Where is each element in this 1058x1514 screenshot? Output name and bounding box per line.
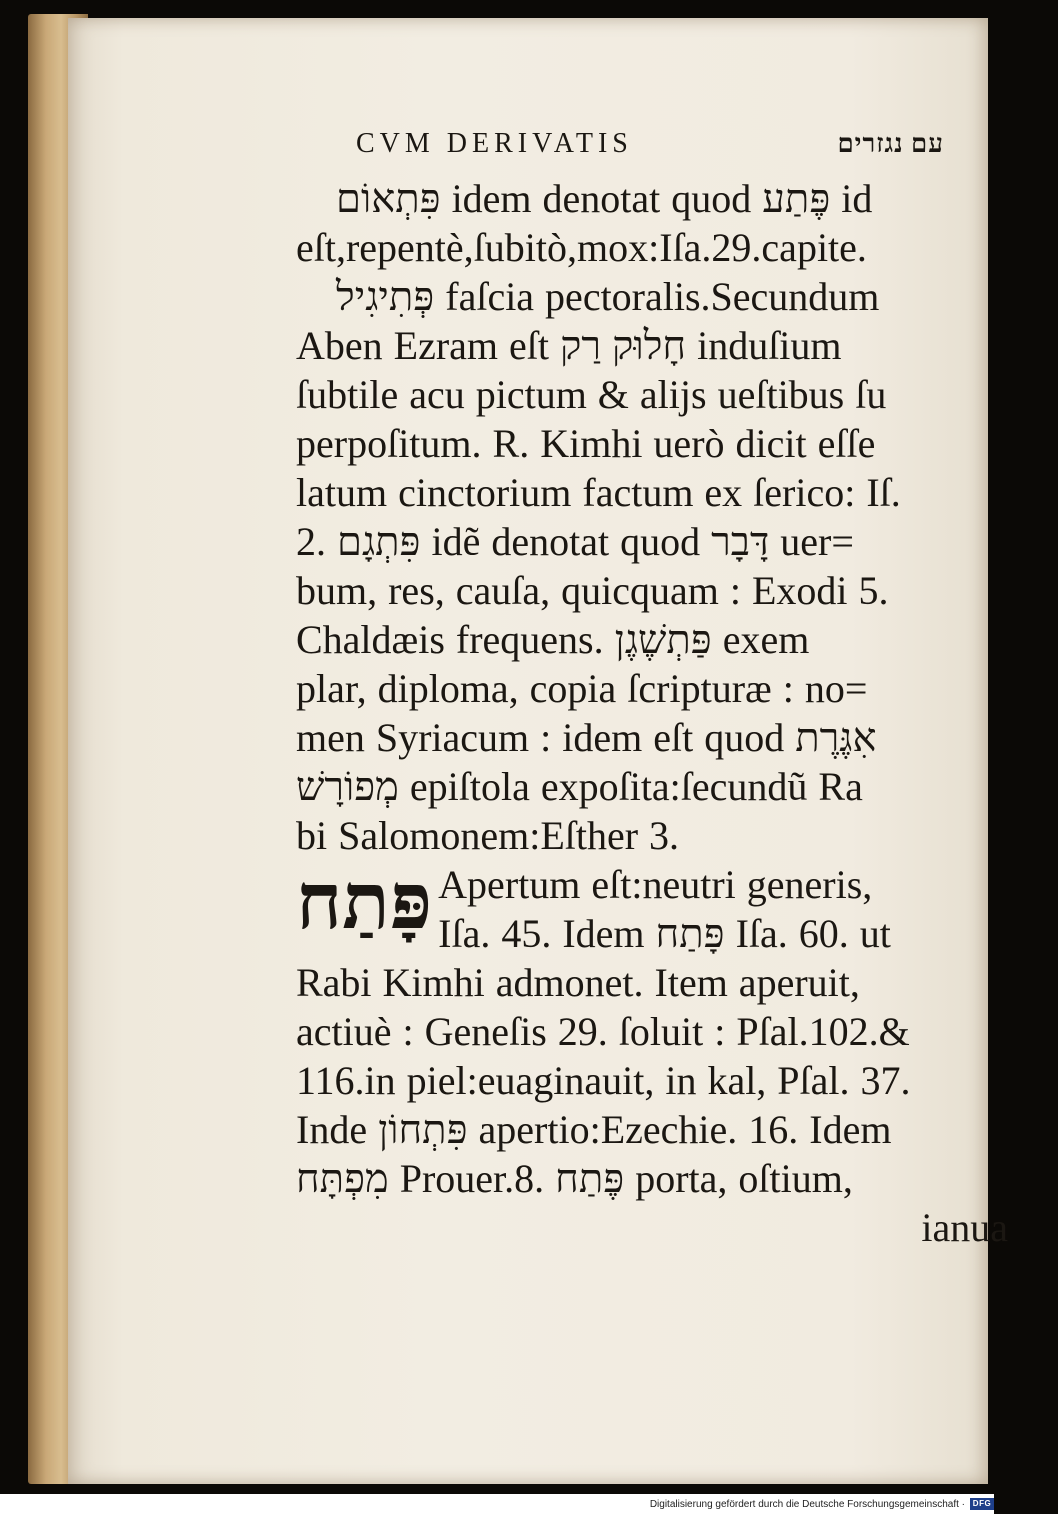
entry-lines: [438, 860, 1008, 958]
book-page: [68, 18, 1008, 1484]
text-line: men Syriacum : idem eſt quod אִגֶּרֶת: [296, 715, 877, 760]
text-line: פִּתְאוֹם idem denotat quod פֶּתַע id: [336, 176, 873, 221]
text-line: Chaldæis frequens. פַּתְשֶׁגֶן exem: [296, 617, 810, 662]
running-head-hebrew: עם נגזרים: [837, 129, 944, 158]
text-line: ſubtile acu pictum & alijs ueſtibus ſu: [296, 372, 887, 417]
running-head-latin: CVM DERIVATIS: [356, 128, 633, 159]
text-line: Inde פִּתְחוֹן apertio:Ezechie. 16. Idem: [296, 1107, 892, 1152]
dfg-logo-icon: DFG: [970, 1498, 994, 1510]
text-line: 2. פִּתְגָם idẽ denotat quod דָּבָר uer=: [296, 519, 854, 564]
text-line: bi Salomonem:Eſther 3.: [296, 813, 680, 858]
text-line: plar, diploma, copia ſcripturæ : no=: [296, 666, 868, 711]
text-line: Rabi Kimhi admonet. Item aperuit,: [296, 960, 860, 1005]
entry-headword: פָּתַח: [296, 858, 433, 945]
text-line: perpoſitum. R. Kimhi uerò dicit eſſe: [296, 421, 876, 466]
text-line: Aben Ezram eſt חָלוּק רַק induſium: [296, 323, 842, 368]
text-line: פְּתִיגִיל faſcia pectoralis.Secundum: [336, 274, 880, 319]
text-line: Apertum eſt:neutri generis,: [438, 862, 873, 907]
digitization-footer: [0, 1494, 994, 1514]
dictionary-entry: [296, 860, 1008, 958]
text-line: actiuè : Geneſis 29. ſoluit : Pſal.102.&: [296, 1009, 910, 1054]
text-line: eſt,repentè,ſubitò,mox:Iſa.29.capite.: [296, 225, 867, 270]
funding-note: Digitalisierung gefördert durch die Deutsche Forschungsgemeinschaft ·: [649, 1498, 965, 1510]
catchword: ianua: [921, 1205, 1008, 1250]
text-line: Iſa. 45. Idem פָּתַח Iſa. 60. ut: [438, 911, 891, 956]
text-line: bum, res, cauſa, quicquam : Exodi 5.: [296, 568, 889, 613]
text-block: [296, 128, 1008, 1252]
running-head: [296, 128, 1008, 174]
text-line: latum cinctorium factum ex ſerico: Iſ.: [296, 470, 901, 515]
text-line: מִפְתָּח Prouer.8. פֶּתַח porta, oſtium,: [296, 1156, 853, 1201]
text-line: מְפוֹרָשׁ epiſtola expoſita:ſecundũ Ra: [296, 764, 863, 809]
text-line: 116.in piel:euaginauit, in kal, Pſal. 37.: [296, 1058, 911, 1103]
